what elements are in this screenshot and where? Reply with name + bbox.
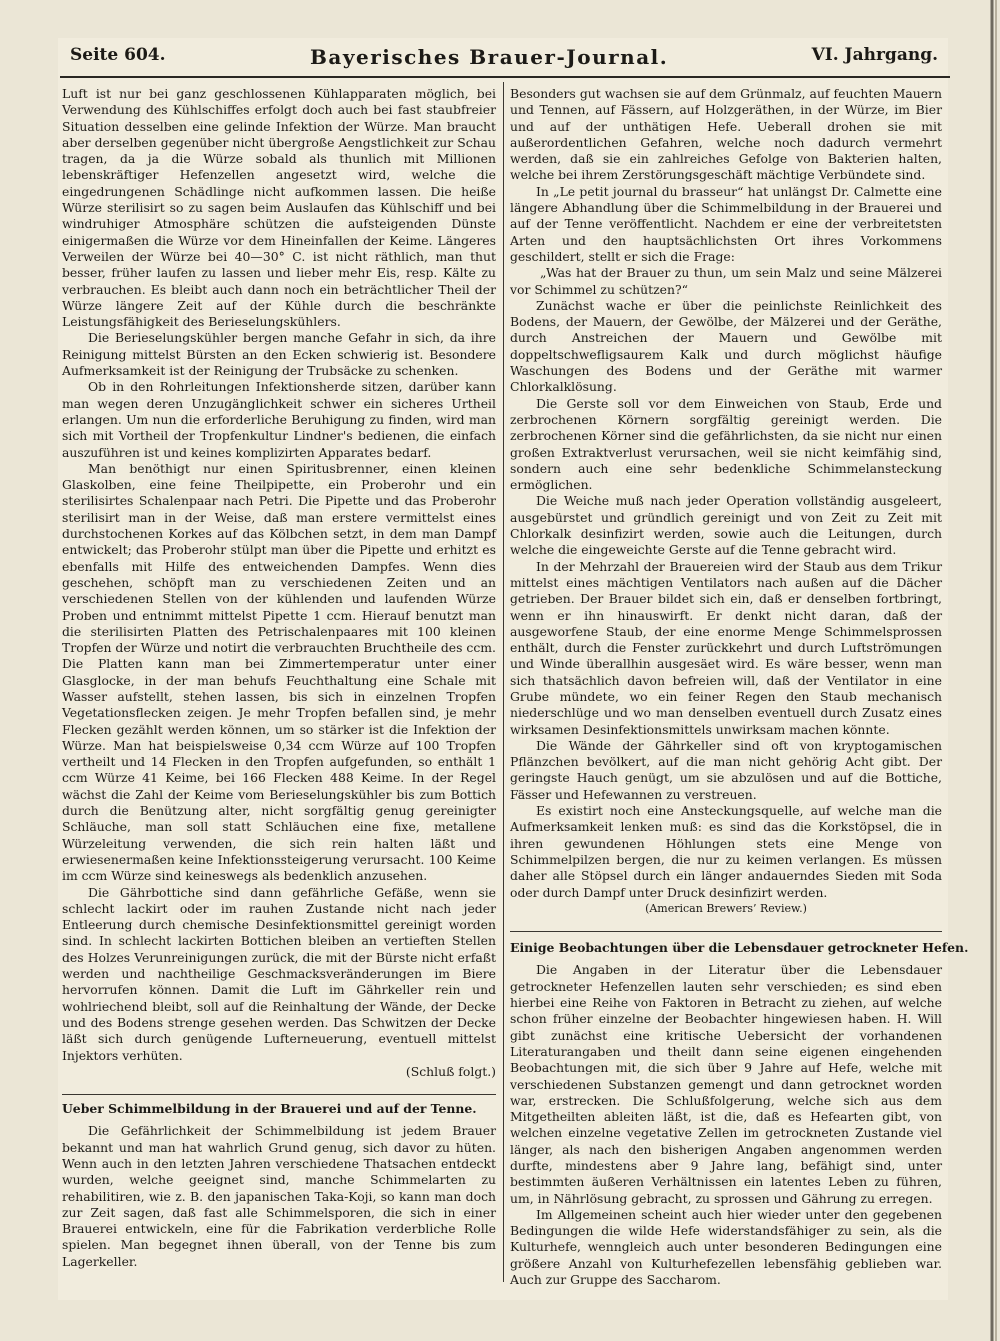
paragraph: Die Gerste soll vor dem Einweichen von Staub, Erde und zerbrochenen Körnern sorgfältig gereinigt werden. Die zerbrochenen Körner sind die gefährlichsten, da sie nicht nur einen großen Extraktverlust verursachen, weil sie nicht keimfähig sind, sondern auch eine sehr bedenkliche Schimmelansteckung ermöglichen. (510, 395, 942, 493)
paragraph: In „Le petit journal du brasseur“ hat unlängst Dr. Calmette eine längere Abhandlung über die Schimmelbildung in der Brauerei und auf der Tenne veröffentlicht. Nachdem er eine der verbreitetsten Arten und den hauptsächlichsten Ort ihres Vorkommens geschildert, stellt er sich die Frage: (510, 183, 942, 264)
left-column (62, 86, 496, 1270)
paragraph: Im Allgemeinen scheint auch hier wieder unter den gegebenen Bedingungen die wilde Hefe widerstandsfähiger zu sein, als die Kulturhefe, wenngleich auch unter besonderen Bedingungen eine größere Anzahl von Kulturhefezellen lebensfähig geblieben war. Auch zur Gruppe des Saccharom. (510, 1206, 942, 1288)
paragraph: Die Angaben in der Literatur über die Lebensdauer getrockneter Hefenzellen lauten sehr verschieden; es sind eben hierbei eine Reihe von Faktoren in Betracht zu ziehen, auf welche schon früher einzelne der Beobachter hingewiesen haben. H. Will gibt zunächst eine kritische Uebersicht der vorhandenen Literaturangaben und theilt dann seine eigenen eingehenden Beobachtungen mit, die sich über 9 Jahre auf Hefe, welche mit verschiedenen Substanzen gemengt und dann getrocknet worden war, erstrecken. Die Schlußfolgerung, welche sich aus dem Mitgetheilten ableiten läßt, ist die, daß es Hefearten gibt, von welchen einzelne vegetative Zellen im getrockneten Zustande viel länger, als nach den bisherigen Angaben angenommen werden durfte, mindestens aber 9 Jahre lang, befähigt sind, unter bestimmten äußeren Verhältnissen ein latentes Leben zu führen, um, in Nährlösung gebracht, zu sprossen und Gährung zu erregen. (510, 962, 942, 1206)
paragraph: Die Gefährlichkeit der Schimmelbildung ist jedem Brauer bekannt und man hat wahrlich Grund genug, sich davor zu hüten. Wenn auch in den letzten Jahren verschiedene Thatsachen entdeckt wurden, welche geeignet sind, manche Schimmelarten zu rehabilitiren, wie z. B. den japanischen Taka-Koji, so kann man doch zur Zeit sagen, daß fast alle Schimmelsporen, die sich in einer Brauerei entwickeln, eine für die Fabrikation verderbliche Rolle spielen. Man begegnet ihnen überall, von der Tenne bis zum Lagerkeller. (62, 1123, 496, 1269)
page-header (60, 45, 950, 71)
column-divider (503, 82, 504, 1282)
paragraph: Die Gährbottiche sind dann gefährliche Gefäße, wenn sie schlecht lackirt oder im rauhen Zustande nicht nach jeder Entleerung durch chemische Desinfektionsmittel gereinigt worden sind. In schlecht lackirten Bottichen bleiben an vertieften Stellen des Holzes Verunreinigungen zurück, die mit der Bürste nicht erfaßt werden und nachtheilige Geschmacksveränderungen im Biere hervorrufen können. Damit die Luft im Gährkeller rein und wohlriechend bleibt, soll auf die Reinhaltung der Wände, der Decke und des Bodens strenge gesehen werden. Das Schwitzen der Decke läßt sich durch genügende Lufterneuerung, eventuell mittelst Injektors verhüten. (62, 884, 496, 1063)
right-column (510, 86, 969, 1288)
quoted-question: „Was hat der Brauer zu thun, um sein Malz und seine Mälzerei vor Schimmel zu schützen?“ (510, 265, 942, 297)
source-note: (American Brewers’ Review.) (645, 901, 807, 915)
volume-label: VI. Jahrgang. (811, 45, 938, 65)
paragraph: Besonders gut wachsen sie auf dem Grünmalz, auf feuchten Mauern und Tennen, auf Fässern, auf Holzgeräthen, in der Würze, im Bier und auf der unthätigen Hefe. Ueberall drohen sie mit außerordentlichen Gefahren, welche noch dadurch vermehrt werden, daß sie ein zahlreiches Gefolge von Bakterien halten, welche bei ihrem Zerstörungsgeschäft mächtige Verbündete sind. (510, 86, 942, 183)
paragraph: Zunächst wache er über die peinlichste Reinlichkeit des Bodens, der Mauern, der Gewölbe, der Mälzerei und der Geräthe, durch Anstreichen der Mauern und Gewölbe mit doppeltschwefligsaurem Kalk und durch möglichst häufige Waschungen des Bodens und der Geräthe mit warmer Chlorkalklösung. (510, 297, 942, 395)
page-number: Seite 604. (70, 45, 166, 65)
paragraph: Ob in den Rohrleitungen Infektionsherde sitzen, darüber kann man wegen deren Unzugänglichkeit schwer ein sicheres Urtheil erlangen. Um nun die erforderliche Beruhigung zu finden, wird man sich mit Vortheil der Tropfenkultur Lindner's bedienen, die einfach auszuführen ist und keines komplizirten Apparates bedarf. (62, 379, 496, 460)
paragraph: Es existirt noch eine Ansteckungsquelle, auf welche man die Aufmerksamkeit lenken muß: es sind das die Korkstöpsel, die in ihren gewundenen Höhlungen stets eine Menge von Schimmelpilzen bergen, die nur zu keimen verlangen. Es müssen daher alle Stöpsel durch ein länger andauerndes Sieden mit Soda oder durch Dampf unter Druck desinfizirt werden. (510, 803, 942, 900)
continued-note: (Schluß folgt.) (405, 1063, 496, 1079)
paragraph: Die Weiche muß nach jeder Operation vollständig ausgeleert, ausgebürstet und gründlich gereinigt und von Zeit zu Zeit mit Chlorkalk desinfizirt werden, sowie auch die Leitungen, durch welche die eingeweichte Gerste auf die Tenne gebracht wird. (510, 493, 942, 558)
article-heading: Ueber Schimmelbildung in der Brauerei und auf der Tenne. (62, 1101, 477, 1117)
paragraph: Man benöthigt nur einen Spiritusbrenner, einen kleinen Glaskolben, eine feine Theilpipette, ein Proberohr und ein sterilisirtes Schalenpaar nach Petri. Die Pipette und das Proberohr sterilisirt man in der Weise, daß man erstere vermittelst eines durchstochenen Korkes auf das Kölbchen setzt, in dem man Dampf entwickelt; das Proberohr stülpt man über die Pipette und erhitzt es ebenfalls mit Hilfe des entweichenden Dampfes. Wenn dies geschehen, schöpft man zu verschiedenen Zeiten und an verschiedenen Stellen von der kühlenden und laufenden Würze Proben und entnimmt mittelst Pipette 1 ccm. Hierauf benutzt man die sterilisirten Platten des Petrischalenpaares mit 100 kleinen Tropfen der Würze und notirt die verbrauchten Bruchtheile des ccm. Die Platten kann man bei Zimmertemperatur unter einer Glasglocke, in der man behufs Feuchthaltung eine Schale mit Wasser aufstellt, stehen lassen, bis sich in einzelnen Tropfen Vegetationsflecken zeigen. Je mehr Tropfen befallen sind, je mehr Flecken gezählt werden können, um so stärker ist die Infektion der Würze. Man hat beispielsweise 0,34 ccm Würze auf 100 Tropfen vertheilt und 14 Flecken in den Tropfen aufgefunden, so enthält 1 ccm Würze 41 Keime, bei 166 Flecken 488 Keime. In der Regel wächst die Zahl der Keime vom Berieselungskühler bis zum Bottich durch die Benützung alter, nicht sorgfältig genug gereinigter Schläuche, man soll statt Schläuchen eine fixe, metallene Würzeleitung verwenden, die sich rein halten läßt und erwiesenermaßen keine Infektionssteigerung verursacht. 100 Keime im ccm Würze sind keineswegs als bedenklich anzusehen. (62, 460, 496, 884)
article-heading: Einige Beobachtungen über die Lebensdauer getrockneter Hefen. (510, 940, 969, 956)
paragraph: Luft ist nur bei ganz geschlossenen Kühlapparaten möglich, bei Verwendung des Kühlschiffes erfolgt doch auch bei fast staubfreier Situation desselben eine gelinde Infektion der Würze. Man braucht aber derselben gegenüber nicht übergroße Aengstlichkeit zur Schau tragen, da ja die Würze sobald als thunlich mit Millionen lebenskräftiger Hefenzellen angesetzt wird, welche die eingedrungenen Schädlinge nicht aufkommen lassen. Die heiße Würze sterilisirt so zu sagen beim Auslaufen das Kühlschiff und bei windruhiger Atmosphäre schützen die aufsteigenden Dünste einigermaßen die Würze vor dem Hineinfallen der Keime. Längeres Verweilen der Würze bei 40—30° C. ist nicht räthlich, man thut besser, früher laufen zu lassen und lieber mehr Eis, resp. Kälte zu verbrauchen. Es bleibt auch dann noch ein beträchtlicher Theil der Würze längere Zeit auf der Kühle durch die beschränkte Leistungsfähigkeit des Berieselungskühlers. (62, 86, 496, 330)
paragraph: Die Wände der Gährkeller sind oft von kryptogamischen Pflänzchen bevölkert, auf die man nicht gehörig Acht gibt. Der geringste Hauch genügt, um sie abzulösen und auf die Bottiche, Fässer und Hefewannen zu verstreuen. (510, 737, 942, 802)
journal-title: Bayerisches Brauer-Journal. (310, 45, 669, 69)
header-rule (60, 76, 950, 78)
paragraph: In der Mehrzahl der Brauereien wird der Staub aus dem Trikur mittelst eines mächtigen Ventilators nach außen auf die Dächer getrieben. Der Brauer bildet sich ein, daß er denselben fortbringt, wenn er ihn hinauswirft. Er denkt nicht daran, daß der ausgeworfene Staub, der eine enorme Menge Schimmelsprossen enthält, durch die Fenster zurückkehrt und durch Luftströmungen und Winde überallhin ausgesäet wird. Es wäre besser, wenn man sich thatsächlich davon befreien will, daß der Ventilator in eine Grube mündete, wo ein feiner Regen den Staub mechanisch niederschlüge und wo man denselben eventuell durch Zusatz eines wirksamen Desinfektionsmittels unwirksam machen könnte. (510, 558, 942, 737)
paragraph: Die Berieselungskühler bergen manche Gefahr in sich, da ihre Reinigung mittelst Bürsten an den Ecken schwierig ist. Besondere Aufmerksamkeit ist der Reinigung der Trubsäcke zu schenken. (62, 330, 496, 379)
